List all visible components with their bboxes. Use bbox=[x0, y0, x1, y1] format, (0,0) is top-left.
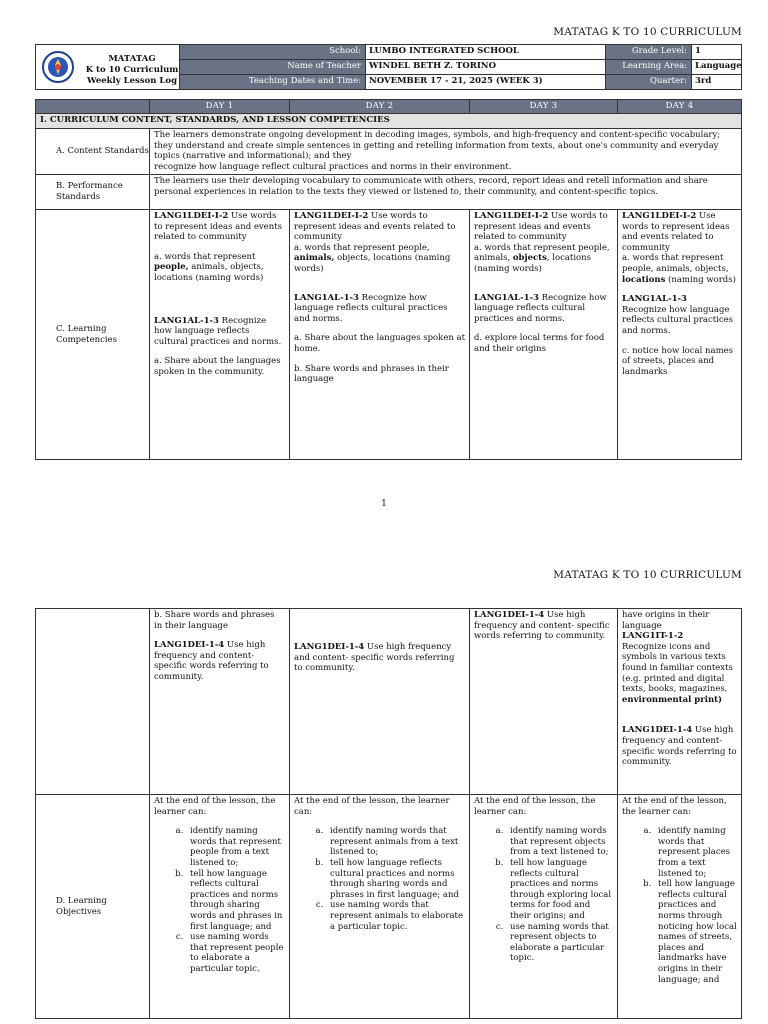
logo-text bbox=[78, 54, 186, 87]
comp2-d4-code1: LANG1IT-1-2 bbox=[622, 631, 684, 642]
obj-d3-intro: At the end of the lesson, the learner can: bbox=[474, 796, 596, 817]
comp-d4-text1: Use words to represent ideas and events related to community bbox=[622, 211, 730, 253]
comp-d4-text2: Recognize how language reflects cultural practices and norms. bbox=[622, 304, 734, 336]
logo-line1: MATATAG bbox=[108, 54, 156, 64]
comp2-d4-code2: LANG1DEI-1-4 bbox=[622, 725, 693, 736]
content-standards-text-2: recognize how language reflect cultural practices and norms in their environment. bbox=[154, 161, 512, 172]
obj-d1-item-b: b. tell how language reflects cultural practices and norms through sharing words and phrases in first language; and bbox=[186, 869, 285, 933]
competency-day1 bbox=[150, 210, 290, 460]
objectives-day1 bbox=[150, 795, 290, 1019]
comp-d2-code2: LANG1AL-1-3 bbox=[294, 292, 359, 303]
comp2-d4-text1: Recognize icons and symbols in various texts found in familiar contexts (e.g. printed and digital texts, books, magazines, bbox=[622, 641, 733, 695]
obj-d2-intro: At the end of the lesson, the learner can: bbox=[294, 796, 450, 817]
comp-d1-sub2: a. Share about the languages spoken in the community. bbox=[154, 356, 281, 377]
area-value: Language bbox=[692, 60, 742, 75]
competency-day4 bbox=[618, 210, 742, 460]
comp-d4-code2: LANG1AL-1-3 bbox=[622, 294, 687, 305]
obj-d3-item-b: b. tell how language reflects cultural practices and norms through exploring local terms for food and their origins; and bbox=[506, 858, 613, 922]
day1-header: DAY 1 bbox=[150, 100, 290, 114]
comp-d1-code2: LANG1AL-1-3 bbox=[154, 315, 219, 326]
obj-d4-intro: At the end of the lesson, the learner can: bbox=[622, 796, 727, 817]
competency-cont-day4 bbox=[618, 609, 742, 795]
comp-d1-sub1a: a. words that represent bbox=[154, 251, 256, 262]
obj-d2-item-c: c. use naming words that represent animals to elaborate a particular topic. bbox=[326, 900, 465, 932]
comp-d2-code1: LANG1LDEI-I-2 bbox=[294, 211, 369, 221]
comp-d3-code1: LANG1LDEI-I-2 bbox=[474, 211, 549, 221]
comp-d2-sub1b: animals, bbox=[294, 253, 335, 264]
performance-standards-text: The learners use their developing vocabulary to communicate with others, record, report ideas and retell information and share personal experiences in relation to the texts they viewed or listened to, their community, and content-specific topics. bbox=[150, 175, 742, 210]
dates-label: Teaching Dates and Time: bbox=[180, 75, 366, 90]
performance-standards-label: B. Performance Standards bbox=[36, 175, 150, 210]
dates-value: NOVEMBER 17 - 21, 2025 (WEEK 3) bbox=[366, 75, 606, 90]
comp2-d4-text2: Use high frequency and content- specific words referring to community. bbox=[622, 725, 737, 768]
logo-line3: Weekly Lesson Log bbox=[86, 76, 178, 86]
comp-d1-code1: LANG1LDEI-I-2 bbox=[154, 211, 229, 221]
competencies-continued-label bbox=[36, 609, 150, 795]
comp-d2-text2: Recognize how language reflects cultural practices and norms. bbox=[294, 292, 448, 324]
curriculum-header-page2: MATATAG K TO 10 CURRICULUM bbox=[553, 569, 742, 581]
content-standards-text-1: The learners demonstrate ongoing development in decoding images, symbols, and high-frequency and content-specific vocabulary; they understand and create simple sentences in getting and retelling information from texts, about one's community and everyday topics (narrative and informational); and they bbox=[154, 130, 721, 162]
comp2-d2-text: Use high frequency and content- specific words referring to community. bbox=[294, 642, 455, 674]
objectives-day2 bbox=[290, 795, 470, 1019]
comp-d4-sub1c: (naming words) bbox=[665, 274, 736, 285]
comp-d3-text2: Recognize how language reflects cultural practices and norms. bbox=[474, 292, 607, 324]
comp2-d3-code: LANG1DEI-1-4 bbox=[474, 610, 545, 620]
section-title: I. CURRICULUM CONTENT, STANDARDS, AND LESSON COMPETENCIES bbox=[36, 114, 742, 129]
learning-competencies-label: C. Learning Competencies bbox=[36, 210, 150, 460]
comp2-d1-text: Use high frequency and content- specific words referring to community. bbox=[154, 640, 269, 682]
curriculum-header: MATATAG K TO 10 CURRICULUM bbox=[553, 26, 742, 38]
logo-line2: K to 10 Curriculum bbox=[85, 65, 179, 75]
comp-d1-sub1b: people, bbox=[154, 262, 189, 273]
comp2-d3-text: Use high frequency and content- specific words referring to community. bbox=[474, 610, 610, 642]
comp-d4-sub2: c. notice how local names of streets, places and landmarks bbox=[622, 345, 734, 377]
deped-seal-icon bbox=[42, 51, 74, 83]
comp-d3-sub1c: , locations (naming words) bbox=[474, 253, 592, 274]
comp-d3-sub1a: a. words that represent people, animals, bbox=[474, 242, 610, 264]
competency-cont-day3 bbox=[470, 609, 618, 795]
day3-header: DAY 3 bbox=[470, 100, 618, 114]
obj-d1-intro: At the end of the lesson, the learner can: bbox=[154, 796, 276, 817]
competency-cont-day2 bbox=[290, 609, 470, 795]
quarter-value: 3rd bbox=[692, 75, 742, 90]
content-standards-text bbox=[150, 129, 742, 175]
comp-d1-sub1c: animals, objects, locations (naming words) bbox=[154, 262, 264, 283]
school-label: School: bbox=[180, 45, 366, 60]
lesson-table-page2 bbox=[35, 608, 742, 1019]
comp-d4-code1: LANG1LDEI-I-2 bbox=[622, 211, 697, 221]
grade-label: Grade Level: bbox=[606, 45, 692, 60]
comp-d3-sub2: d. explore local terms for food and their origins bbox=[474, 333, 605, 354]
comp2-d2-code: LANG1DEI-1-4 bbox=[294, 642, 365, 652]
page-number: 1 bbox=[381, 499, 387, 509]
learning-objectives-label: D. Learning Objectives bbox=[36, 795, 150, 1019]
comp-d1-text2: Recognize how language reflects cultural practices and norms. bbox=[154, 315, 282, 347]
objectives-day4 bbox=[618, 795, 742, 1019]
competency-day3 bbox=[470, 210, 618, 460]
objectives-day3 bbox=[470, 795, 618, 1019]
obj-d4-item-a: a. identify naming words that represent places from a text listened to; bbox=[654, 826, 737, 879]
comp-d2-text1: Use words to represent ideas and events related to community bbox=[294, 211, 456, 243]
corner-header bbox=[36, 100, 150, 114]
obj-d3-item-a: a. identify naming words that represent objects from a text listened to; bbox=[506, 826, 613, 858]
comp2-d4-bold1: environmental print) bbox=[622, 694, 723, 705]
competency-cont-day1 bbox=[150, 609, 290, 795]
school-value: LUMBO INTEGRATED SCHOOL bbox=[366, 45, 606, 60]
area-label: Learning Area: bbox=[606, 60, 692, 75]
teacher-label: Name of Teacher bbox=[180, 60, 366, 75]
comp-d2-sub1a: a. words that represent people, bbox=[294, 242, 430, 253]
competency-day2 bbox=[290, 210, 470, 460]
obj-d2-item-a: a. identify naming words that represent animals from a text listened to; bbox=[326, 826, 465, 858]
obj-d1-item-c: c. use naming words that represent people to elaborate a particular topic. bbox=[186, 932, 285, 974]
comp-d3-sub1b: objects bbox=[512, 253, 547, 264]
quarter-label: Quarter: bbox=[606, 75, 692, 90]
comp-d2-sub2: a. Share about the languages spoken at home. bbox=[294, 333, 466, 354]
comp-d2-sub1c: objects, locations (naming words) bbox=[294, 253, 451, 274]
content-standards-label: A. Content Standards bbox=[36, 129, 150, 175]
comp2-d1-sub: b. Share words and phrases in their language bbox=[154, 610, 275, 631]
grade-value: 1 bbox=[692, 45, 742, 60]
comp-d3-code2: LANG1AL-1-3 bbox=[474, 292, 539, 303]
lesson-table-page1 bbox=[35, 99, 742, 460]
obj-d1-item-a: a. identify naming words that represent people from a text listened to; bbox=[186, 826, 285, 868]
day2-header: DAY 2 bbox=[290, 100, 470, 114]
day4-header: DAY 4 bbox=[618, 100, 742, 114]
obj-d2-item-b: b. tell how language reflects cultural practices and norms through sharing words and phrases in first language; and bbox=[326, 858, 465, 900]
comp2-d4-cont: have origins in their language bbox=[622, 610, 710, 631]
comp2-d1-code: LANG1DEI-1-4 bbox=[154, 640, 225, 651]
teacher-value: WINDEL BETH Z. TORINO bbox=[366, 60, 606, 75]
comp-d4-sub1a: a. words that represent people, animals, objects, bbox=[622, 253, 729, 274]
obj-d4-item-b: b. tell how language reflects cultural practices and norms through noticing how local names of streets, places and landmarks have origins in their language; and bbox=[654, 879, 737, 985]
comp-d1-text1: Use words to represent ideas and events related to community bbox=[154, 211, 282, 243]
obj-d3-item-c: c. use naming words that represent objects to elaborate a particular topic. bbox=[506, 922, 613, 964]
comp-d2-sub3: b. Share words and phrases in their language bbox=[294, 363, 449, 385]
comp-d3-text1: Use words to represent ideas and events related to community bbox=[474, 211, 608, 243]
comp-d4-sub1b: locations bbox=[622, 274, 666, 285]
